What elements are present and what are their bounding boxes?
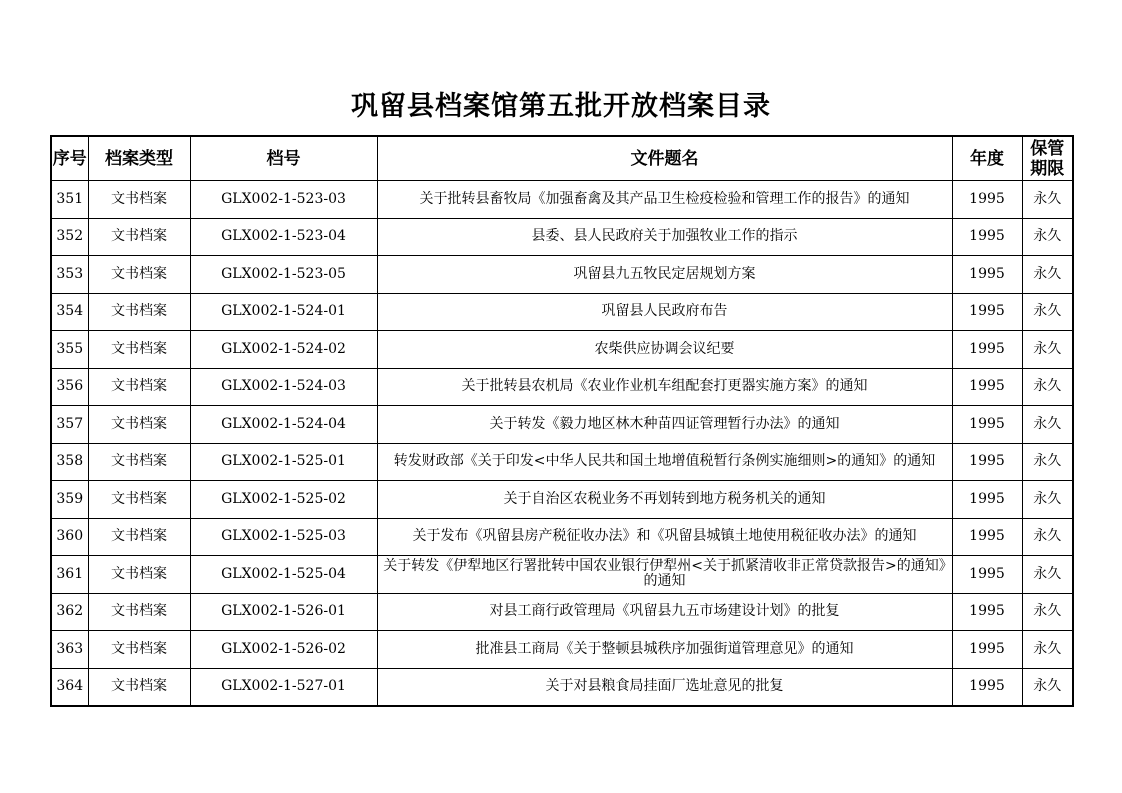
table-row (51, 406, 1073, 444)
table-row (51, 181, 1073, 219)
cell-archive-type: 文书档案 (88, 406, 190, 444)
cell-archive-code: GLX002-1-524-01 (190, 293, 377, 331)
cell-seq: 351 (51, 181, 88, 219)
cell-archive-type: 文书档案 (88, 368, 190, 406)
cell-seq: 358 (51, 443, 88, 481)
cell-year: 1995 (952, 181, 1022, 219)
cell-retention: 永久 (1022, 593, 1073, 631)
table-row (51, 218, 1073, 256)
cell-retention: 永久 (1022, 331, 1073, 369)
cell-seq: 357 (51, 406, 88, 444)
cell-document-title: 关于自治区农税业务不再划转到地方税务机关的通知 (377, 481, 952, 519)
header-retention (1022, 136, 1073, 181)
cell-document-title: 关于对县粮食局挂面厂选址意见的批复 (377, 668, 952, 706)
cell-document-title: 关于转发《伊犁地区行署批转中国农业银行伊犁州<关于抓紧清收非正常贷款报告>的通知》的通知 (377, 556, 952, 594)
cell-year: 1995 (952, 668, 1022, 706)
cell-archive-code: GLX002-1-523-05 (190, 256, 377, 294)
cell-year: 1995 (952, 293, 1022, 331)
table-row (51, 556, 1073, 594)
cell-seq: 359 (51, 481, 88, 519)
cell-document-title: 关于发布《巩留县房产税征收办法》和《巩留县城镇土地使用税征收办法》的通知 (377, 518, 952, 556)
cell-document-title: 巩留县人民政府布告 (377, 293, 952, 331)
cell-archive-code: GLX002-1-525-04 (190, 556, 377, 594)
table-row (51, 293, 1073, 331)
cell-archive-type: 文书档案 (88, 518, 190, 556)
cell-year: 1995 (952, 443, 1022, 481)
cell-document-title: 批准县工商局《关于整顿县城秩序加强街道管理意见》的通知 (377, 631, 952, 669)
cell-year: 1995 (952, 406, 1022, 444)
cell-archive-type: 文书档案 (88, 293, 190, 331)
cell-seq: 354 (51, 293, 88, 331)
cell-year: 1995 (952, 481, 1022, 519)
cell-retention: 永久 (1022, 368, 1073, 406)
table-row (51, 331, 1073, 369)
table-row (51, 481, 1073, 519)
cell-retention: 永久 (1022, 556, 1073, 594)
cell-retention: 永久 (1022, 181, 1073, 219)
cell-seq: 360 (51, 518, 88, 556)
cell-archive-code: GLX002-1-525-03 (190, 518, 377, 556)
header-archive-type: 档案类型 (88, 136, 190, 181)
cell-retention: 永久 (1022, 406, 1073, 444)
cell-retention: 永久 (1022, 481, 1073, 519)
cell-seq: 362 (51, 593, 88, 631)
cell-archive-code: GLX002-1-524-04 (190, 406, 377, 444)
table-header-row (51, 136, 1073, 181)
header-retention-line2: 期限 (1030, 158, 1065, 179)
cell-document-title: 巩留县九五牧民定居规划方案 (377, 256, 952, 294)
cell-archive-type: 文书档案 (88, 556, 190, 594)
cell-archive-type: 文书档案 (88, 481, 190, 519)
cell-seq: 363 (51, 631, 88, 669)
cell-archive-type: 文书档案 (88, 218, 190, 256)
cell-archive-type: 文书档案 (88, 668, 190, 706)
table-row (51, 593, 1073, 631)
cell-archive-code: GLX002-1-527-01 (190, 668, 377, 706)
cell-archive-code: GLX002-1-526-01 (190, 593, 377, 631)
cell-archive-code: GLX002-1-526-02 (190, 631, 377, 669)
cell-archive-code: GLX002-1-525-02 (190, 481, 377, 519)
cell-seq: 356 (51, 368, 88, 406)
cell-document-title: 对县工商行政管理局《巩留县九五市场建设计划》的批复 (377, 593, 952, 631)
cell-retention: 永久 (1022, 293, 1073, 331)
cell-document-title: 转发财政部《关于印发<中华人民共和国土地增值税暂行条例实施细则>的通知》的通知 (377, 443, 952, 481)
cell-retention: 永久 (1022, 443, 1073, 481)
archive-catalog-table (50, 135, 1074, 707)
cell-document-title: 农柴供应协调会议纪要 (377, 331, 952, 369)
cell-year: 1995 (952, 256, 1022, 294)
cell-seq: 353 (51, 256, 88, 294)
cell-archive-code: GLX002-1-523-03 (190, 181, 377, 219)
cell-archive-type: 文书档案 (88, 331, 190, 369)
cell-document-title: 关于批转县农机局《农业作业机车组配套打更器实施方案》的通知 (377, 368, 952, 406)
cell-year: 1995 (952, 368, 1022, 406)
cell-retention: 永久 (1022, 668, 1073, 706)
cell-retention: 永久 (1022, 256, 1073, 294)
cell-year: 1995 (952, 593, 1022, 631)
cell-archive-code: GLX002-1-523-04 (190, 218, 377, 256)
header-seq: 序号 (51, 136, 88, 181)
cell-archive-type: 文书档案 (88, 256, 190, 294)
table-row (51, 518, 1073, 556)
cell-document-title: 县委、县人民政府关于加强牧业工作的指示 (377, 218, 952, 256)
cell-archive-code: GLX002-1-524-03 (190, 368, 377, 406)
cell-archive-type: 文书档案 (88, 181, 190, 219)
cell-seq: 364 (51, 668, 88, 706)
header-document-title: 文件题名 (377, 136, 952, 181)
cell-year: 1995 (952, 218, 1022, 256)
cell-seq: 355 (51, 331, 88, 369)
cell-retention: 永久 (1022, 218, 1073, 256)
cell-archive-type: 文书档案 (88, 443, 190, 481)
header-archive-code: 档号 (190, 136, 377, 181)
cell-year: 1995 (952, 631, 1022, 669)
cell-archive-code: GLX002-1-524-02 (190, 331, 377, 369)
table-row (51, 256, 1073, 294)
cell-year: 1995 (952, 518, 1022, 556)
table-row (51, 443, 1073, 481)
cell-seq: 352 (51, 218, 88, 256)
cell-document-title: 关于转发《毅力地区林木种苗四证管理暂行办法》的通知 (377, 406, 952, 444)
page-title: 巩留县档案馆第五批开放档案目录 (351, 91, 771, 122)
cell-seq: 361 (51, 556, 88, 594)
table-row (51, 668, 1073, 706)
cell-year: 1995 (952, 556, 1022, 594)
cell-archive-type: 文书档案 (88, 593, 190, 631)
table-row (51, 368, 1073, 406)
cell-retention: 永久 (1022, 631, 1073, 669)
cell-archive-code: GLX002-1-525-01 (190, 443, 377, 481)
cell-archive-type: 文书档案 (88, 631, 190, 669)
cell-retention: 永久 (1022, 518, 1073, 556)
table-row (51, 631, 1073, 669)
cell-document-title: 关于批转县畜牧局《加强畜禽及其产品卫生检疫检验和管理工作的报告》的通知 (377, 181, 952, 219)
header-year: 年度 (952, 136, 1022, 181)
cell-year: 1995 (952, 331, 1022, 369)
header-retention-line1: 保管 (1030, 138, 1065, 159)
